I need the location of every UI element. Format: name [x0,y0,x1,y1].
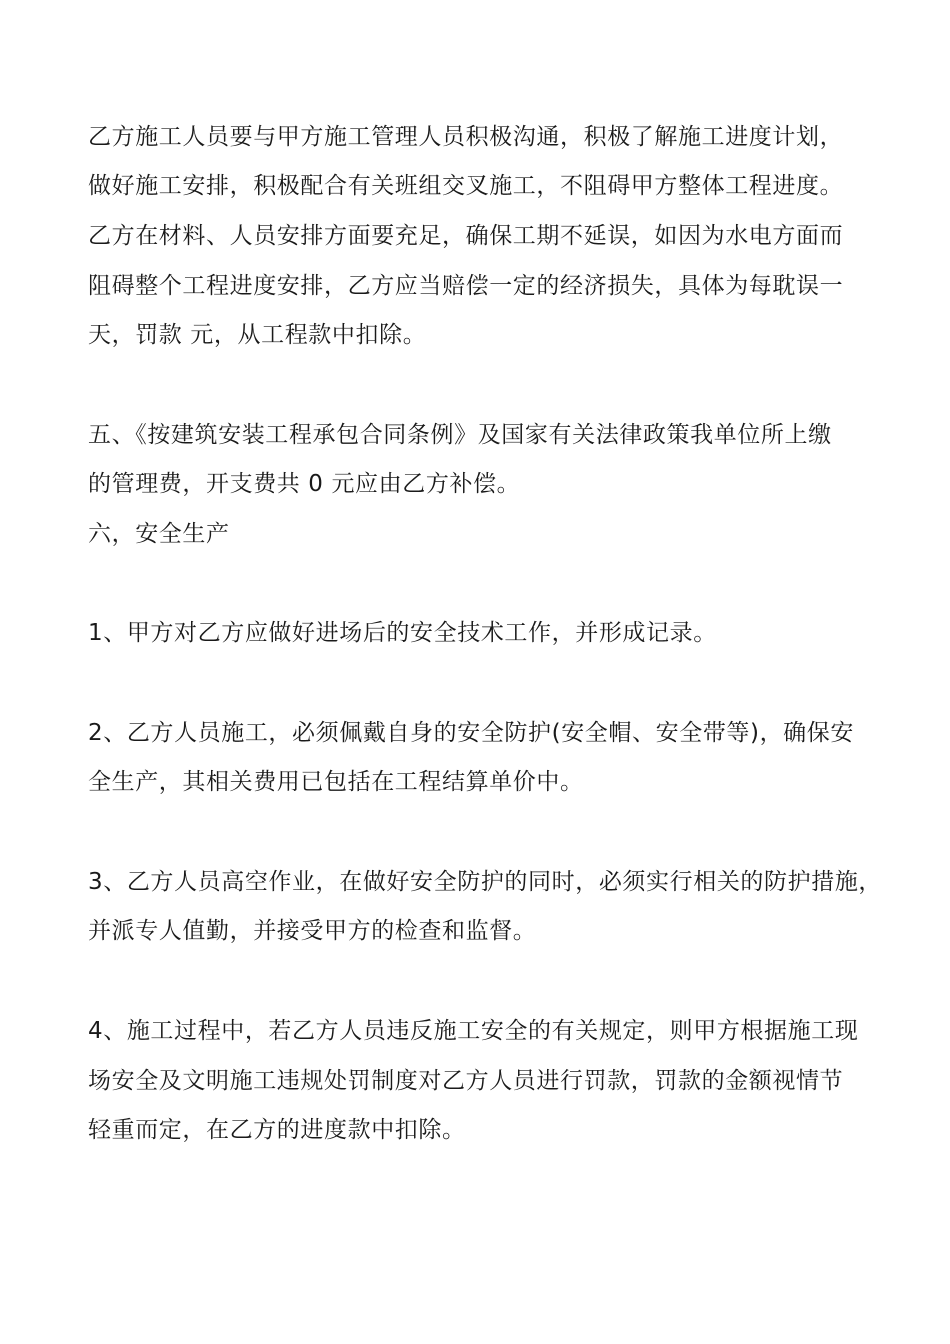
section-5-line-2: 的管理费，开支费共 0 元应由乙方补偿。 [88,471,521,497]
item-4-line-2: 场安全及文明施工违规处罚制度对乙方人员进行罚款，罚款的金额视情节 [88,1068,844,1094]
paragraph-1-line-5: 天，罚款 元，从工程款中扣除。 [88,322,427,348]
section-5-line-1: 五、《按建筑安装工程承包合同条例》及国家有关法律政策我单位所上缴 [88,422,832,448]
item-3-line-2: 并派专人值勤，并接受甲方的检查和监督。 [88,918,537,944]
paragraph-1-line-4: 阻碍整个工程进度安排，乙方应当赔偿一定的经济损失，具体为每耽误一 [88,273,844,299]
paragraph-1-line-3: 乙方在材料、人员安排方面要充足，确保工期不延误，如因为水电方面而 [88,223,844,249]
item-3-line-1: 3、乙方人员高空作业，在做好安全防护的同时，必须实行相关的防护措施， [88,869,883,895]
item-1-line-1: 1、甲方对乙方应做好进场后的安全技术工作，并形成记录。 [88,620,717,646]
item-2-line-2: 全生产，其相关费用已包括在工程结算单价中。 [88,769,584,795]
section-6-heading: 六，安全生产 [88,521,230,547]
paragraph-1-line-2: 做好施工安排，积极配合有关班组交叉施工，不阻碍甲方整体工程进度。 [88,173,844,199]
item-2-line-1: 2、乙方人员施工，必须佩戴自身的安全防护(安全帽、安全带等)，确保安 [88,720,854,746]
item-4-line-1: 4、施工过程中，若乙方人员违反施工安全的有关规定，则甲方根据施工现 [88,1018,859,1044]
paragraph-1-line-1: 乙方施工人员要与甲方施工管理人员积极沟通，积极了解施工进度计划， [88,124,844,150]
item-4-line-3: 轻重而定，在乙方的进度款中扣除。 [88,1117,466,1143]
